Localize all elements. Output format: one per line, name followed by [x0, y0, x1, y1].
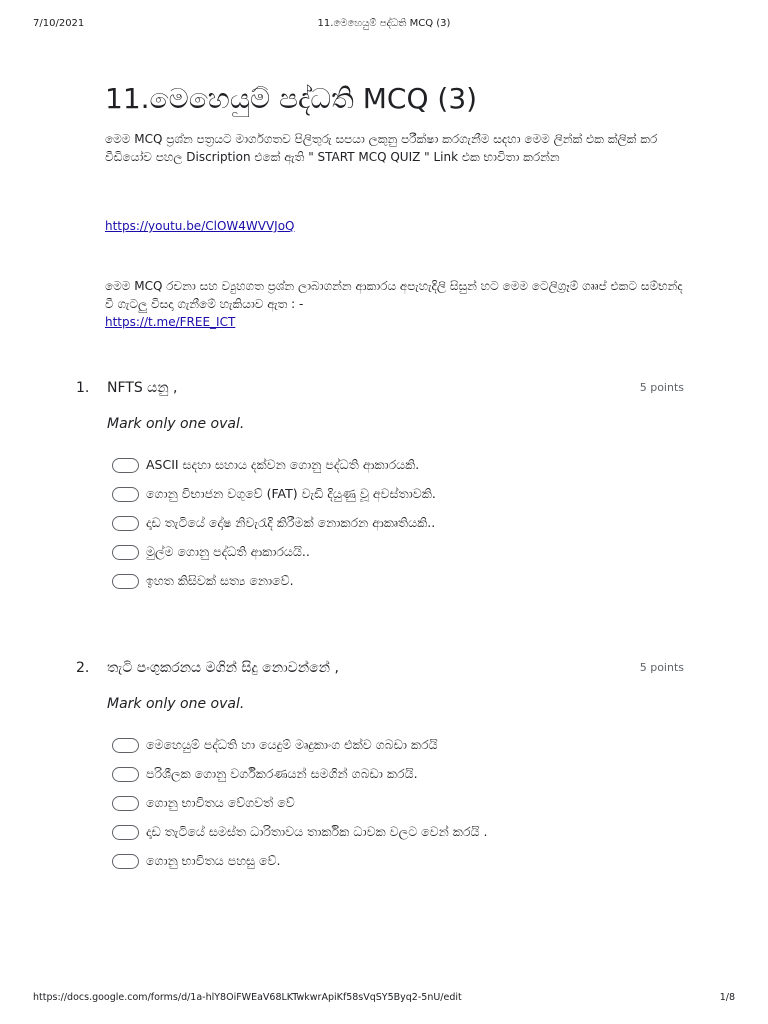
- question-number: 1.: [76, 380, 90, 396]
- print-doc-title: 11.මෙහෙයුම් පද්ධති MCQ (3): [317, 18, 451, 29]
- telegram-link[interactable]: https://t.me/FREE_ICT: [105, 315, 236, 329]
- option-radio[interactable]: [112, 570, 294, 592]
- question-points: 5 points: [639, 661, 684, 674]
- telegram-description: මෙම MCQ රචනා සහ ව්‍යුහගත ප්‍රශ්න ලාබාගන්න ආකාරය අපැහැදිලි සිසුන් හට මෙම ටෙලිග්‍රෑම් ගෘෘප් එකට සම්භන්ද වී ගැටලු විසදා ගැනීමේ හැකියාව ඇත : -: [105, 279, 683, 311]
- option-radio[interactable]: [112, 763, 418, 785]
- question-text: තැටි පංගුකරනය මගින් සිදු නොවන්නේ ,: [107, 660, 339, 676]
- page-number: 1/8: [719, 992, 735, 1003]
- question-instruction: Mark only one oval.: [107, 416, 245, 432]
- youtube-link[interactable]: https://youtu.be/ClOW4WVVJoQ: [105, 219, 295, 233]
- option-radio[interactable]: [112, 792, 295, 814]
- option-radio[interactable]: [112, 512, 435, 534]
- radio-oval-icon[interactable]: [112, 516, 139, 531]
- question-number: 2.: [76, 660, 90, 676]
- option-label: ගොනු භාවිතය වේගවත් වේ: [146, 795, 295, 810]
- option-radio[interactable]: [112, 541, 310, 563]
- option-radio[interactable]: [112, 821, 487, 843]
- print-footer: [33, 992, 735, 1006]
- option-label: ගොනු විභාජන වගුවේ (FAT) වැඩි දියුණු වූ අවස්තාවකි.: [146, 486, 436, 501]
- radio-oval-icon[interactable]: [112, 545, 139, 560]
- option-label: ගොනු භාවිතය පහසු වේ.: [146, 853, 281, 868]
- radio-oval-icon[interactable]: [112, 825, 139, 840]
- question-text: NFTS යනු ,: [107, 380, 178, 396]
- question-instruction: Mark only one oval.: [107, 696, 245, 712]
- option-label: දෘඩ තැටියේ දෝෂ නිවැරැදි කිරීමක් නොකරන ආකෘතියකි..: [146, 515, 436, 530]
- form-description-2: [105, 277, 685, 331]
- option-radio[interactable]: [112, 483, 436, 505]
- option-label: දෘඩ තැටියේ සමස්ත ධාරිතාවය තාර්කික ධාවක වලට වෙන් කරයි .: [146, 824, 488, 839]
- option-label: මෙහෙයුම් පද්ධති හා යෙදුම් මෘදුකාංග එක්ව ගබඩා කරයි: [146, 737, 438, 752]
- radio-oval-icon[interactable]: [112, 854, 139, 869]
- option-radio[interactable]: [112, 734, 438, 756]
- question-points: 5 points: [639, 381, 684, 394]
- radio-oval-icon[interactable]: [112, 487, 139, 502]
- print-url: https://docs.google.com/forms/d/1a-hlY8OiFWEaV68LKTwkwrApiKf58sVqSY5Byq2-5nU/edit: [33, 992, 462, 1003]
- print-date: 7/10/2021: [33, 18, 85, 29]
- form-title: 11.මෙහෙයුම් පද්ධති MCQ (3): [105, 82, 478, 115]
- radio-oval-icon[interactable]: [112, 738, 139, 753]
- option-label: පරිශීලක ගොනු වර්ගීකරණයන් සමගින් ගබඩා කරයි.: [146, 766, 418, 781]
- print-header: [33, 18, 735, 32]
- option-radio[interactable]: [112, 454, 419, 476]
- radio-oval-icon[interactable]: [112, 767, 139, 782]
- form-description-1: මෙම MCQ ප්‍රශ්න පත්‍රයට මාර්ගගතව පිලිතුරු සපයා ලකුනු පරීක්ෂා කරගැනීම සදහා මෙම ලින්ක් එක ක්ලික් කර වීඩියෝව පහල Discription එකේ ඇති " START MCQ QUIZ " Link එක භාවිතා කරන්න: [105, 132, 658, 164]
- option-label: ASCII සදහා සහාය දක්වන ගොනු පද්ධති ආකාරයකි.: [146, 457, 420, 472]
- option-label: ඉහත කිසිවක් සත්‍ය නොවේ.: [146, 573, 294, 588]
- option-radio[interactable]: [112, 850, 280, 872]
- radio-oval-icon[interactable]: [112, 574, 139, 589]
- radio-oval-icon[interactable]: [112, 796, 139, 811]
- radio-oval-icon[interactable]: [112, 458, 139, 473]
- option-label: මුල්ම ගොනු පද්ධති ආකාරයයි..: [146, 544, 310, 559]
